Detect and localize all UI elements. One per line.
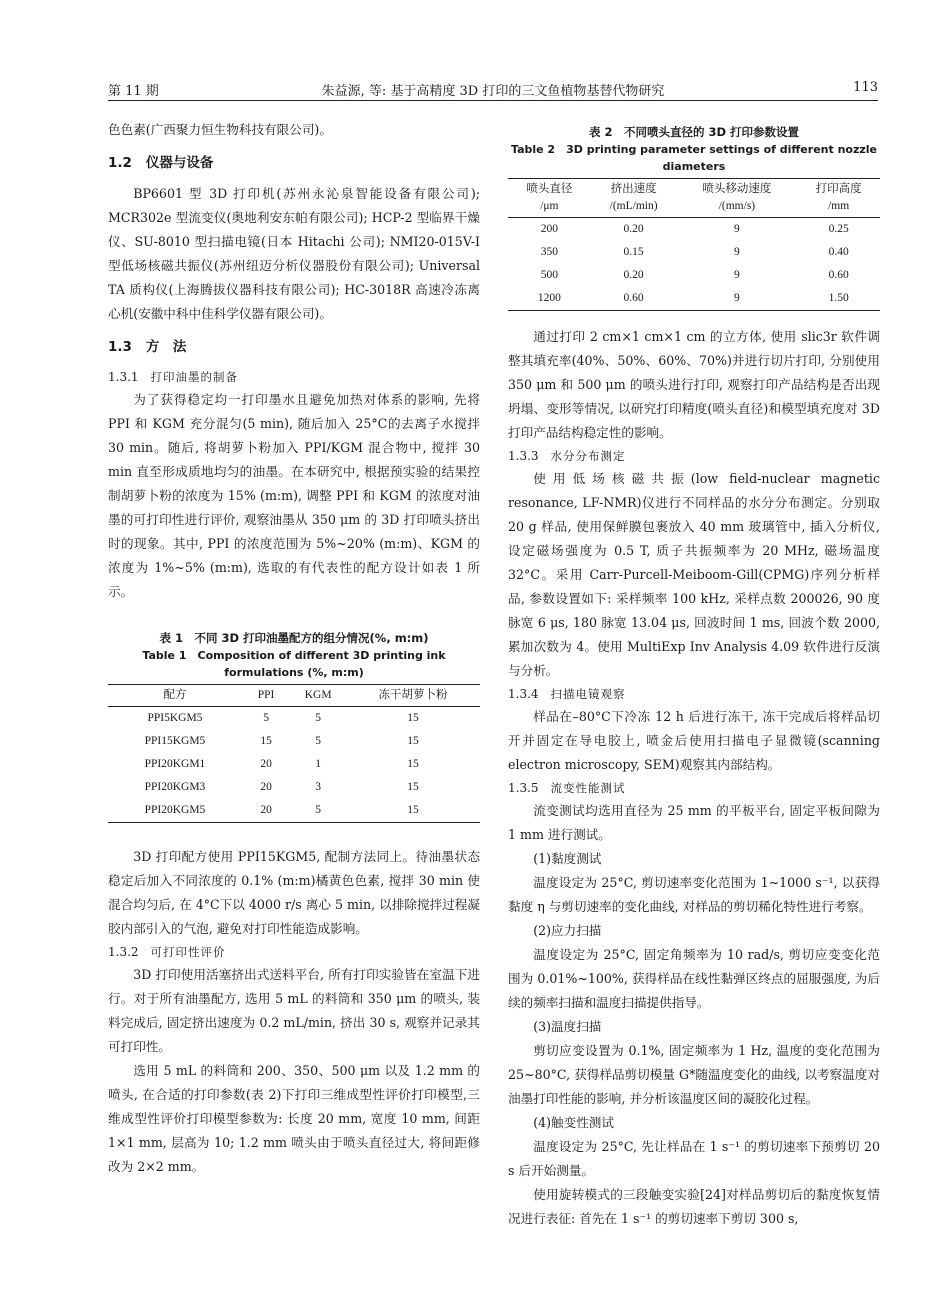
paragraph-three-stage: 使用旋转模式的三段触变实验[24]对样品剪切后的黏度恢复情况进行表征: 首先在 1 s⁻¹ 的剪切速率下剪切 300 s,	[508, 1187, 880, 1226]
table1-header: 冻干胡萝卜粉	[346, 685, 480, 707]
issue-number: 第 11 期	[108, 84, 159, 99]
paragraph-instruments: BP6601 型 3D 打印机(苏州永沁泉智能设备有限公司); MCR302e 型流变仪(奥地利安东帕有限公司); HCP-2 型临界干燥仪、SU-8010 型扫描电镜(日本 Hitachi 公司); NMI20-015V-I 型低场核磁共振仪(苏州纽迈分析仪器股份有限公司); Universal TA 质构仪(上海腾拔仪器科技有限公司); HC-3018R 高速冷冻离心机(安徽中科中佳科学仪器有限公司)。	[108, 186, 480, 321]
subsection-heading-1-3-4: 1.3.4 扫描电镜观察	[508, 687, 626, 701]
paragraph-temperature-sweep: 剪切应变设置为 0.1%, 固定频率为 1 Hz, 温度的变化范围为 25~80°C, 获得样品剪切模量 G*随温度变化的曲线, 以考察温度对油墨打印性能的影响, 并分析该温度区间的凝胶化过程。	[508, 1043, 880, 1106]
paragraph-stress-sweep: 温度设定为 25°C, 固定角频率为 10 rad/s, 剪切应变变化范围为 0.01%~100%, 获得样品在线性黏弹区终点的屈服强度, 为后续的频率扫描和温度扫描提供指导。	[508, 947, 880, 1010]
paragraph-formula: 3D 打印配方使用 PPI15KGM5, 配制方法同上。待油墨状态稳定后加入不同浓度的 0.1% (m:m)橘黄色色素, 搅拌 30 min 使混合均匀后, 在 4°C下以 4000 r/s 离心 5 min, 以排除搅拌过程凝胶内部引入的气泡, 避免对打印性能造成影响。	[108, 849, 480, 936]
table2-header: 喷头移动速度 /(mm/s)	[677, 179, 798, 218]
paragraph-lf-nmr: 使用低场核磁共振(low field-nuclear magnetic resonance, LF-NMR)仪进行不同样品的水分分布测定。分别取 20 g 样品, 使用保鲜膜包裹放入 40 mm 玻璃管中, 插入分析仪, 设定磁场强度为 0.5 T, 质子共振频率为 20 MHz, 磁场温度 32°C。采用 Carr-Purcell-Meiboom-Gill(CPMG)序列分析样品, 参数设置如下: 采样频率 100 kHz, 采样点数 200026, 90 度脉宽 6 μs, 180 脉宽 13.04 μs, 回波时间 1 ms, 回波个数 2000, 累加次数为 4。使用 MultiExp Inv Analysis 4.09 软件进行反演与分析。	[508, 471, 880, 678]
section-heading-1-3: 1.3 方 法	[108, 339, 187, 355]
paragraph-pigment: 色色素(广西聚力恒生物科技有限公司)。	[108, 122, 332, 137]
table2-header-row	[508, 179, 880, 218]
left-column	[108, 118, 480, 1179]
item-stress-sweep: (2)应力扫描	[533, 923, 602, 938]
table-row: PPI20KGM1 20 1 15	[144, 758, 419, 770]
subsection-heading-1-3-3: 1.3.3 水分分布测定	[508, 449, 626, 463]
table-row: 200 0.20 9 0.25	[540, 223, 849, 235]
table-row: 500 0.20 9 0.60	[540, 269, 849, 281]
paragraph-nozzles: 选用 5 mL 的料筒和 200、350、500 μm 以及 1.2 mm 的喷头, 在合适的打印参数(表 2)下打印三维成型性评价打印模型,三维成型性评价打印模型参数为: 长度 20 mm, 宽度 10 mm, 间距 1×1 mm, 层高为 10; 1.2 mm 喷头由于喷头直径过大, 将间距修改为 2×2 mm。	[108, 1063, 480, 1174]
table1-header: KGM	[290, 685, 346, 707]
paragraph-rheology: 流变测试均选用直径为 25 mm 的平板平台, 固定平板间隙为 1 mm 进行测试。	[508, 803, 880, 842]
paragraph-cube-print: 通过打印 2 cm×1 cm×1 cm 的立方体, 使用 slic3r 软件调整其填充率(40%、50%、60%、70%)并进行切片打印, 分别使用 350 μm 和 500 μm 的喷头进行打印, 观察打印产品结构是否出现坍塌、变形等情况, 以研究打印精度(喷头直径)和模型填充度对 3D 打印产品结构稳定性的影响。	[508, 329, 880, 440]
table2-header: 打印高度 /mm	[797, 179, 880, 218]
table1-header-row	[108, 685, 480, 707]
table-row: PPI15KGM5 15 5 15	[144, 735, 419, 747]
table2-caption-cn: 表 2 不同喷头直径的 3D 打印参数设置	[588, 125, 800, 139]
subsection-heading-1-3-2: 1.3.2 可打印性评价	[108, 945, 226, 959]
paragraph-thixotropy: 温度设定为 25°C, 先让样品在 1 s⁻¹ 的剪切速率下预剪切 20 s 后开始测量。	[508, 1139, 880, 1178]
running-header	[108, 78, 878, 101]
table-row: 1200 0.60 9 1.50	[508, 287, 880, 311]
paragraph-ink-preparation: 为了获得稳定均一打印墨水且避免加热对体系的影响, 先将 PPI 和 KGM 充分混匀(5 min), 随后加入 25°C的去离子水搅拌 30 min。随后, 将胡萝卜粉加入 PPI/KGM 混合物中, 搅拌 30 min 直至形成质地均匀的油墨。在本研究中, 根据预实验的结果控制胡萝卜粉的浓度为 15% (m:m), 调整 PPI 和 KGM 的浓度对油墨的可打印性进行评价, 观察油墨从 350 μm 的 3D 打印喷头挤出时的现象。其中, PPI 的浓度范围为 5%~20% (m:m)、KGM 的浓度为 1%~5% (m:m), 选取的有代表性的配方设计如表 1 所示。	[108, 392, 480, 599]
paragraph-printability: 3D 打印使用活塞挤出式送料平台, 所有打印实验皆在室温下进行。对于所有油墨配方, 选用 5 mL 的料筒和 350 μm 的喷头, 装料完成后, 固定挤出速度为 0.2 mL/min, 挤出 30 s, 观察并记录其可打印性。	[108, 967, 480, 1054]
table1-caption-cn: 表 1 不同 3D 打印油墨配方的组分情况(%, m:m)	[159, 631, 429, 645]
subsection-heading-1-3-1: 1.3.1 打印油墨的制备	[108, 370, 239, 384]
subsection-heading-1-3-5: 1.3.5 流变性能测试	[508, 781, 626, 795]
table-row: PPI20KGM5 20 5 15	[108, 799, 480, 823]
table2-header: 挤出速度 /(mL/min)	[591, 179, 677, 218]
running-title: 朱益源, 等: 基于高精度 3D 打印的三文鱼植物基替代物研究	[321, 84, 665, 99]
table2-header: 喷头直径 /μm	[508, 179, 591, 218]
table2-caption-en: Table 2 3D printing parameter settings of different nozzle diameters	[510, 143, 877, 173]
table2	[508, 178, 880, 311]
section-heading-1-2: 1.2 仪器与设备	[108, 155, 214, 171]
table-row: PPI20KGM3 20 3 15	[144, 781, 419, 793]
item-viscosity: (1)黏度测试	[533, 851, 602, 866]
right-column	[508, 124, 880, 1231]
paragraph-sem: 样品在–80°C下冷冻 12 h 后进行冻干, 冻干完成后将样品切开并固定在导电胶上, 喷金后使用扫描电子显微镜(scanning electron microscopy, SEM)观察其内部结构。	[508, 709, 880, 772]
table1-header: PPI	[242, 685, 290, 707]
table1-header: 配方	[108, 685, 242, 707]
paragraph-viscosity: 温度设定为 25°C, 剪切速率变化范围为 1~1000 s⁻¹, 以获得黏度 η 与剪切速率的变化曲线, 对样品的剪切稀化特性进行考察。	[508, 875, 880, 914]
table1-caption-en: Table 1 Composition of different 3D printing ink formulations (%, m:m)	[142, 649, 446, 679]
table-row: 350 0.15 9 0.40	[540, 246, 849, 258]
item-temperature-sweep: (3)温度扫描	[533, 1019, 602, 1034]
item-thixotropy: (4)触变性测试	[533, 1115, 614, 1130]
table-row: PPI5KGM5 5 5 15	[147, 712, 419, 724]
table1	[108, 684, 480, 823]
page-number: 113	[853, 80, 878, 95]
